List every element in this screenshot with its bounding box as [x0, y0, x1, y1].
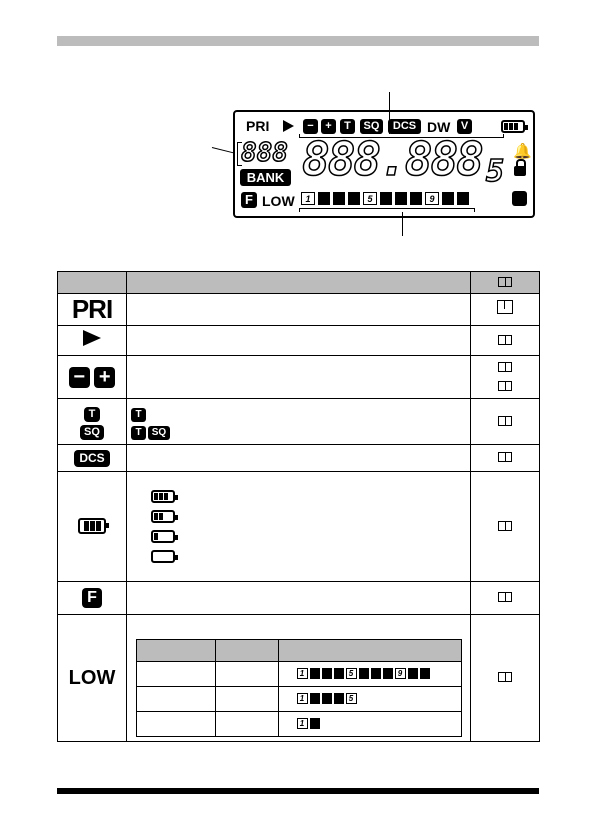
book-icon: [498, 592, 512, 602]
tone-label: T: [84, 407, 100, 422]
table-row: [58, 615, 540, 742]
lcd-frequency: 888.888: [302, 132, 482, 186]
lcd-f: F: [241, 192, 257, 208]
table-header: [58, 272, 540, 294]
footer-rule: [57, 788, 539, 794]
table-row: [58, 356, 540, 399]
table-row: [58, 582, 540, 615]
book-icon: [498, 521, 512, 531]
book-icon: [498, 362, 512, 372]
tone-mini: T: [131, 426, 146, 440]
f-label: F: [82, 588, 102, 608]
lcd-sq: SQ: [360, 119, 383, 134]
battery-empty-blinking-icon: [151, 550, 175, 563]
power-icon: [512, 191, 527, 206]
sq-mini: SQ: [148, 426, 170, 440]
lcd-channel-bracket: [237, 142, 242, 166]
header-rule: [57, 36, 539, 46]
book-icon: [498, 381, 512, 391]
battery-half-icon: [151, 510, 175, 523]
meter-high: 1 5 9: [297, 668, 432, 679]
lcd-dcs: DCS: [388, 119, 421, 134]
table-row: [58, 294, 540, 326]
table-row: [58, 445, 540, 472]
battery-icon: [78, 518, 106, 534]
lcd-plus: +: [321, 119, 336, 134]
dcs-label: DCS: [74, 450, 110, 467]
play-icon: [83, 330, 101, 346]
lcd-display: [233, 110, 535, 218]
lcd-meter-5: 5: [363, 192, 377, 205]
pri-label: PRI: [71, 294, 113, 324]
sq-label: SQ: [80, 425, 104, 440]
list-item: [136, 687, 461, 712]
lcd-bracket-bottom: [299, 208, 475, 212]
lcd-meter-9: 9: [425, 192, 439, 205]
lock-shackle: [516, 159, 526, 168]
power-level-table: [136, 639, 462, 737]
battery-full-icon: [151, 490, 175, 503]
lcd-v: V: [457, 119, 472, 134]
list-item: [136, 712, 461, 737]
lcd-frequency-sub: 5: [486, 154, 505, 189]
lcd-minus: −: [303, 119, 318, 134]
tone-mini: T: [131, 408, 146, 422]
lcd-tone: T: [340, 119, 355, 134]
lcd-bank: BANK: [240, 169, 291, 186]
lcd-pri: PRI: [246, 118, 270, 134]
book-icon: [498, 335, 512, 345]
book-icon: [498, 452, 512, 462]
book-icon: [498, 416, 512, 426]
battery-low-icon: [151, 530, 175, 543]
meter-mid: 1 5: [297, 693, 359, 704]
lcd-battery-icon: [501, 120, 525, 133]
lcd-low: LOW: [262, 193, 295, 209]
book-icon: [498, 672, 512, 682]
lcd-dw: DW: [427, 119, 451, 135]
lcd-s-meter: [301, 192, 471, 206]
table-row: [58, 399, 540, 445]
plus-icon: +: [94, 367, 115, 388]
globe-book-icon: [497, 300, 513, 314]
callout-left-line: [212, 147, 234, 153]
lcd-meter-1: 1: [301, 192, 315, 205]
low-label: LOW: [68, 666, 116, 689]
bell-icon: 🔔: [513, 143, 532, 160]
table-row: [58, 472, 540, 582]
indicator-table: [57, 271, 540, 742]
meter-low: 1: [297, 718, 322, 729]
list-item: [136, 662, 461, 687]
table-row: [58, 326, 540, 356]
book-icon: [498, 277, 512, 287]
lcd-channel-digits: 888: [241, 138, 288, 168]
minus-icon: −: [69, 367, 90, 388]
play-icon: [283, 120, 294, 132]
